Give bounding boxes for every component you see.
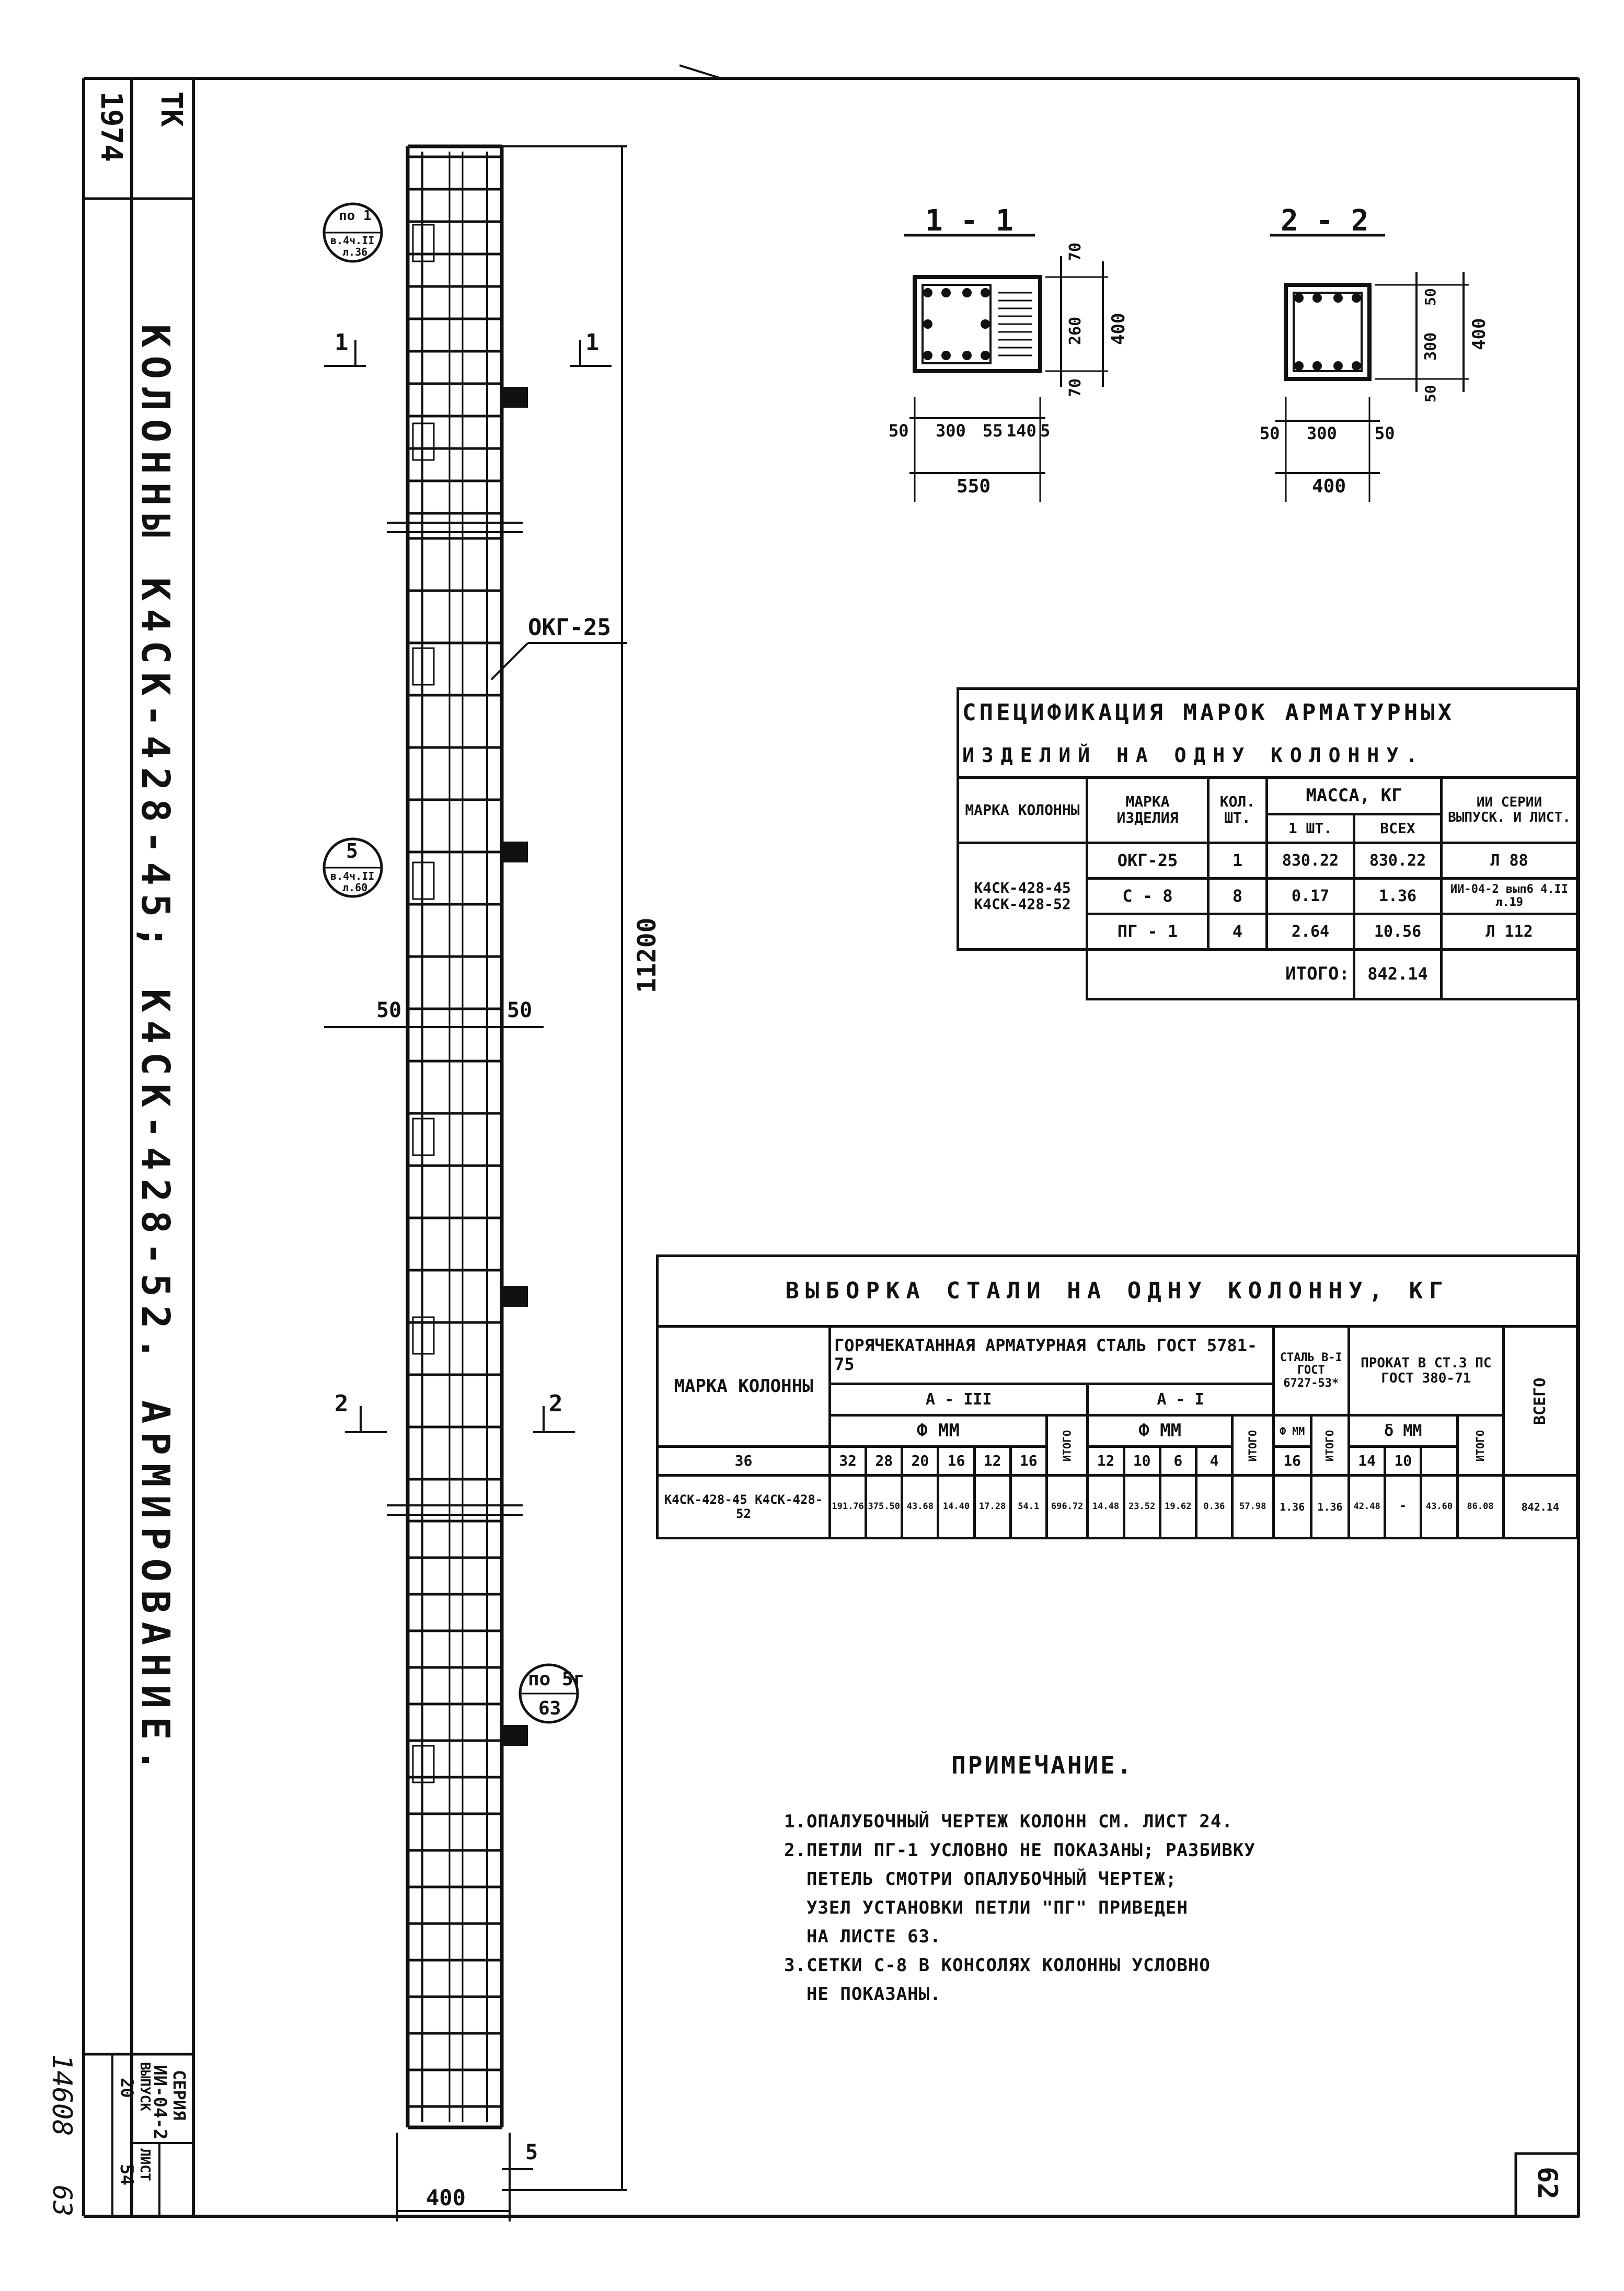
s11-dim-400: 400	[1108, 313, 1129, 345]
steel-h-class-a1: А - I	[1088, 1384, 1273, 1415]
spec-column-marks: К4СК-428-45 К4СК-428-52	[958, 843, 1087, 950]
steel-h-dia-a1: Ф ММ	[1088, 1415, 1233, 1447]
spec-row-all: 10.56	[1354, 914, 1442, 950]
steel-val: -	[1385, 1476, 1421, 1538]
note-line: 2.ПЕТЛИ ПГ-1 УСЛОВНО НЕ ПОКАЗАНЫ; РАЗБИВКУ	[784, 1840, 1256, 1861]
s11-dim-55: 55	[983, 421, 1003, 441]
steel-dia: 12	[974, 1447, 1010, 1476]
stamp-series: ИИ-04-2	[149, 2065, 170, 2140]
steel-dia: 16	[938, 1447, 974, 1476]
steel-val: 14.40	[938, 1476, 974, 1538]
s22-dim-300-v: 300	[1422, 332, 1440, 361]
steel-h-class-a3: А - III	[830, 1384, 1088, 1415]
s22-dim-50-top: 50	[1422, 288, 1439, 306]
stamp-series-top: ТК	[154, 91, 188, 127]
dim-50-right: 50	[507, 998, 533, 1022]
callout-top-line2: в.4ч.II	[330, 234, 375, 247]
steel-val: 43.68	[902, 1476, 938, 1538]
steel-dia: 28	[866, 1447, 902, 1476]
steel-h-mark: МАРКА КОЛОННЫ	[658, 1327, 830, 1447]
steel-val: 57.98	[1232, 1476, 1273, 1538]
callout-mid-line2: в.4ч.II	[330, 870, 375, 882]
s22-dim-50-left: 50	[1260, 423, 1280, 443]
page-number: 62	[1531, 2167, 1563, 2200]
steel-h-itogo-a3: ИТОГО	[1046, 1415, 1088, 1476]
steel-val: 54.1	[1010, 1476, 1046, 1538]
spec-h-qty: КОЛ. ШТ.	[1208, 778, 1267, 843]
spec-total-label: ИТОГО:	[1087, 950, 1354, 999]
note-line: НА ЛИСТЕ 63.	[784, 1926, 941, 1947]
spec-row-ref: ИИ-04-2 вып6 4.II л.19	[1442, 879, 1577, 914]
steel-val: 1.36	[1311, 1476, 1349, 1538]
steel-val: 23.52	[1124, 1476, 1160, 1538]
steel-val: 19.62	[1160, 1476, 1196, 1538]
s11-dim-260: 260	[1066, 316, 1085, 345]
steel-val: 42.48	[1349, 1476, 1385, 1538]
steel-dia: 16	[1273, 1447, 1311, 1476]
steel-dia: 10	[1124, 1447, 1160, 1476]
steel-val: 17.28	[974, 1476, 1010, 1538]
steel-h-delta: δ ММ	[1349, 1415, 1457, 1447]
steel-val: 1.36	[1273, 1476, 1311, 1538]
steel-val: 191.76	[830, 1476, 866, 1538]
section-cut-2-left: 2	[335, 1390, 349, 1417]
steel-val: 696.72	[1046, 1476, 1088, 1538]
spec-row-item: С - 8	[1087, 879, 1208, 914]
s22-dim-300: 300	[1307, 423, 1337, 443]
steel-dia: 20	[902, 1447, 938, 1476]
spec-total: 842.14	[1354, 950, 1442, 999]
stamp-series-label: СЕРИЯ	[169, 2070, 189, 2121]
archive-page: 63	[47, 2185, 77, 2217]
note-line: УЗЕЛ УСТАНОВКИ ПЕТЛИ "ПГ" ПРИВЕДЕН	[784, 1897, 1188, 1918]
section-cut-2-right: 2	[549, 1390, 563, 1417]
s11-dim-70-top: 70	[1066, 242, 1085, 261]
steel-h-itogo-b1: ИТОГО	[1311, 1415, 1349, 1476]
callout-top-line3: л.36	[342, 246, 368, 258]
steel-val: 14.48	[1088, 1476, 1124, 1538]
callout-mid-line1: 5	[346, 839, 358, 862]
spec-row-ref: Л 88	[1442, 843, 1577, 879]
spec-row-one: 2.64	[1267, 914, 1354, 950]
dim-length-11200: 11200	[632, 917, 662, 993]
spec-h-mass-one: 1 ШТ.	[1267, 814, 1354, 843]
callout-low-line1: по 5г	[528, 1668, 585, 1690]
spec-title-1: СПЕЦИФИКАЦИЯ МАРОК АРМАТУРНЫХ	[958, 689, 1577, 736]
spec-row-ref: Л 112	[1442, 914, 1577, 950]
callout-mid-line3: л.60	[342, 881, 368, 894]
spec-row-qty: 1	[1208, 843, 1267, 879]
spec-row-one: 830.22	[1267, 843, 1354, 879]
stamp-issue: 20	[117, 2078, 137, 2098]
steel-h-hot-rolled: ГОРЯЧЕКАТАННАЯ АРМАТУРНАЯ СТАЛЬ ГОСТ 5781-75	[830, 1327, 1274, 1384]
spec-row-all: 830.22	[1354, 843, 1442, 879]
steel-val-total: 842.14	[1503, 1476, 1577, 1538]
steel-dia: 6	[1160, 1447, 1196, 1476]
section-2-2-title: 2 - 2	[1281, 204, 1369, 238]
spec-row-qty: 8	[1208, 879, 1267, 914]
steel-dia: 4	[1196, 1447, 1232, 1476]
steel-h-itogo-a1: ИТОГО	[1232, 1415, 1273, 1476]
steel-dia: 14	[1349, 1447, 1385, 1476]
steel-val: 43.60	[1421, 1476, 1457, 1538]
s11-dim-550: 550	[957, 476, 991, 497]
note-line: НЕ ПОКАЗАНЫ.	[784, 1984, 941, 2005]
steel-dia: 12	[1088, 1447, 1124, 1476]
callout-low-line2: 63	[538, 1698, 561, 1719]
steel-h-itogo-plate: ИТОГО	[1457, 1415, 1503, 1476]
steel-h-dia-a3: Ф ММ	[830, 1415, 1047, 1447]
s11-dim-140: 140	[1006, 421, 1036, 441]
spec-table	[957, 687, 1579, 1000]
s11-dim-300: 300	[936, 421, 966, 441]
steel-h-vsego: ВСЕГО	[1503, 1327, 1577, 1476]
dim-50-left: 50	[376, 998, 402, 1022]
mark-okg-25: ОКГ-25	[528, 614, 611, 641]
steel-h-b1: СТАЛЬ В-I ГОСТ 6727-53*	[1273, 1327, 1349, 1415]
steel-val: 86.08	[1457, 1476, 1503, 1538]
steel-h-rolled: ПРОКАТ В СТ.3 ПС ГОСТ 380-71	[1349, 1327, 1503, 1415]
side-title: КОЛОННЫ К4СК-428-45; К4СК-428-52. АРМИРОВАНИЕ.	[133, 324, 178, 1780]
archive-number: 14608	[46, 2054, 77, 2136]
note-line: ПЕТЕЛЬ СМОТРИ ОПАЛУБОЧНЫЙ ЧЕРТЕЖ;	[784, 1869, 1177, 1890]
spec-h-mass-all: ВСЕХ	[1354, 814, 1442, 843]
steel-dia: 16	[1010, 1447, 1046, 1476]
callout-top-line1: по 1	[339, 208, 372, 224]
s22-dim-400-v: 400	[1469, 318, 1490, 350]
spec-h-series: ИИ СЕРИИ ВЫПУСК. И ЛИСТ.	[1442, 778, 1577, 843]
spec-row-all: 1.36	[1354, 879, 1442, 914]
note-line: 1.ОПАЛУБОЧНЫЙ ЧЕРТЕЖ КОЛОНН СМ. ЛИСТ 24.	[784, 1811, 1233, 1832]
s22-dim-50-bottom: 50	[1422, 385, 1439, 402]
spec-row-item: ОКГ-25	[1087, 843, 1208, 879]
spec-row-one: 0.17	[1267, 879, 1354, 914]
steel-val: 0.36	[1196, 1476, 1232, 1538]
notes-title: ПРИМЕЧАНИЕ.	[951, 1751, 1134, 1779]
section-cut-1-left: 1	[335, 329, 349, 356]
s11-dim-5: 5	[1040, 421, 1051, 441]
section-1-1-title: 1 - 1	[925, 204, 1013, 238]
stamp-sheet-label: ЛИСТ	[137, 2148, 153, 2181]
spec-title-2: ИЗДЕЛИЙ НА ОДНУ КОЛОННУ.	[958, 736, 1577, 778]
section-cut-1-right: 1	[585, 329, 600, 356]
steel-dia: 32	[830, 1447, 866, 1476]
note-line: 3.СЕТКИ С-8 В КОНСОЛЯХ КОЛОННЫ УСЛОВНО	[784, 1955, 1211, 1976]
spec-row-qty: 4	[1208, 914, 1267, 950]
steel-row-marks: К4СК-428-45 К4СК-428-52	[658, 1476, 830, 1538]
spec-h-item-mark: МАРКА ИЗДЕЛИЯ	[1087, 778, 1208, 843]
stamp-sheet: 54	[116, 2164, 137, 2185]
steel-title: ВЫБОРКА СТАЛИ НА ОДНУ КОЛОННУ, КГ	[658, 1256, 1577, 1327]
steel-dia: 36	[658, 1447, 830, 1476]
s22-dim-50-right: 50	[1375, 423, 1395, 443]
s11-dim-70-bottom: 70	[1066, 378, 1085, 397]
spec-row-item: ПГ - 1	[1087, 914, 1208, 950]
s11-dim-50: 50	[889, 421, 909, 441]
s22-dim-400: 400	[1312, 476, 1346, 497]
steel-val: 375.50	[866, 1476, 902, 1538]
steel-h-phi: Ф ММ	[1273, 1415, 1311, 1447]
dim-width-400: 400	[426, 2185, 466, 2211]
steel-table	[656, 1254, 1579, 1539]
steel-dia: 10	[1385, 1447, 1421, 1476]
stamp-issue-label: ВЫПУСК	[137, 2062, 153, 2111]
spec-h-col-mark: МАРКА КОЛОННЫ	[958, 778, 1087, 843]
dim-5: 5	[525, 2140, 538, 2165]
spec-h-mass: МАССА, КГ	[1267, 778, 1442, 814]
stamp-year: 1974	[94, 91, 128, 162]
